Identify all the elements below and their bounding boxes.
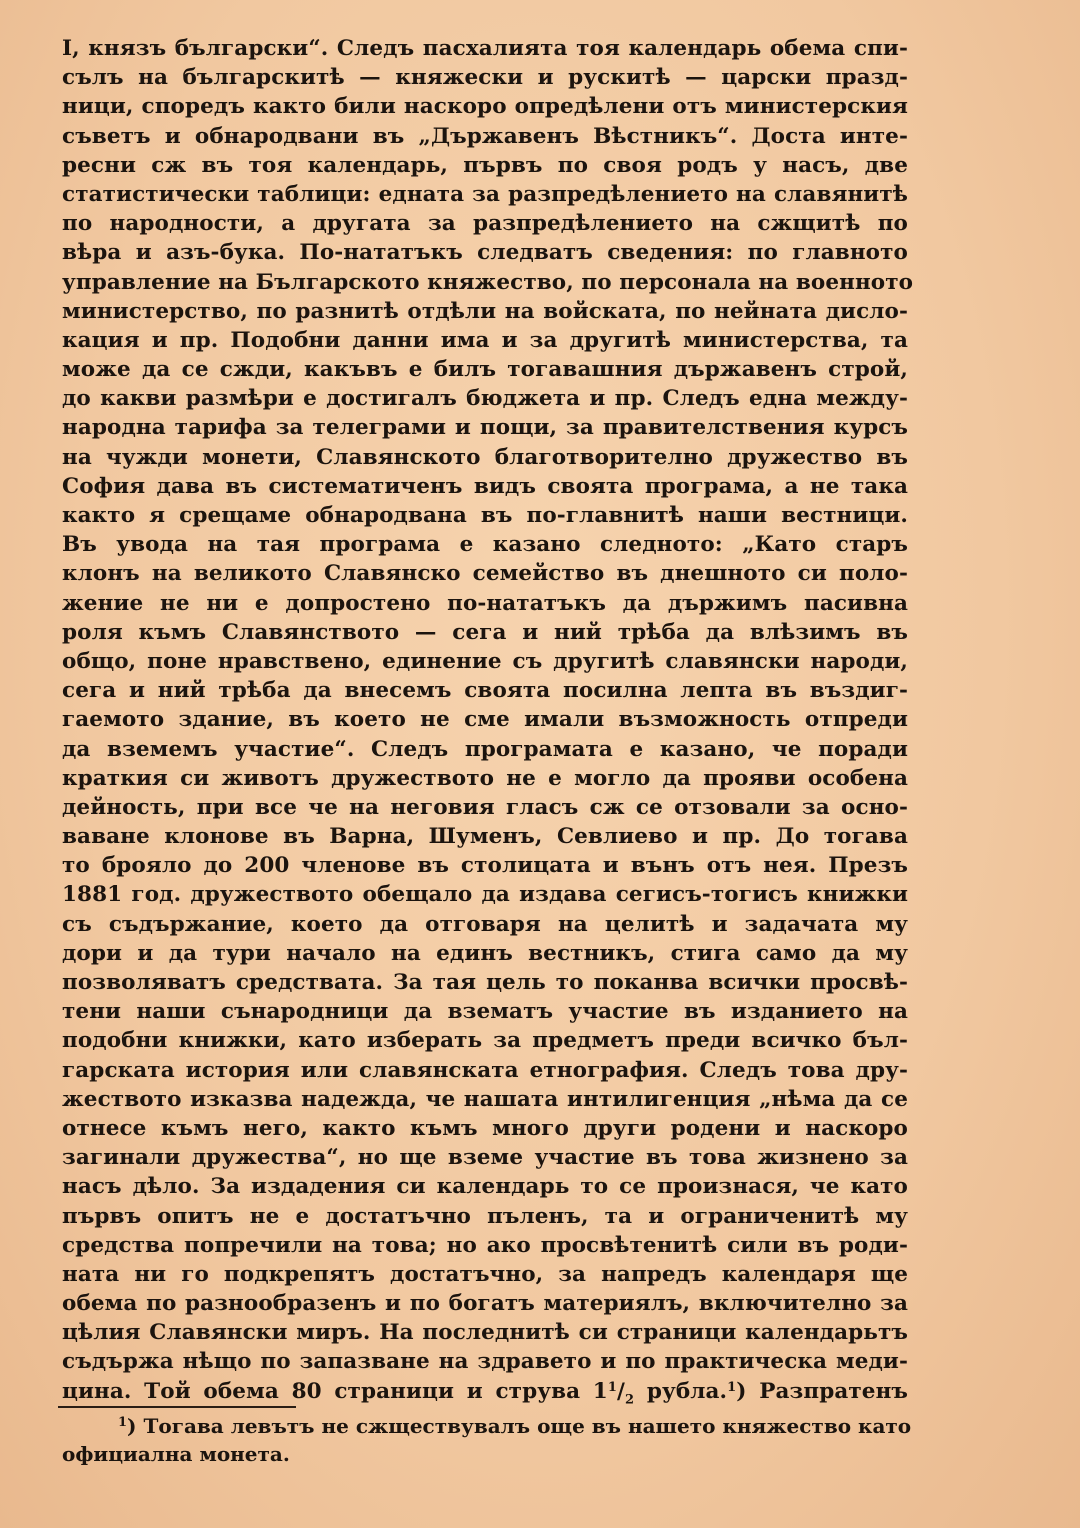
footnote-line: официална монета. <box>62 1442 290 1466</box>
text-line: на чужди монети, Славянското благотворително дружество въ <box>62 444 908 470</box>
text-line: краткия си животъ дружеството не е могло да прояви особена <box>62 765 908 791</box>
text-line: до какви размѣри е достигалъ бюджета и пр. Следъ една между- <box>62 386 908 412</box>
text-line: статистически таблици: едната за разпредѣлението на славянитѣ <box>62 181 908 207</box>
text-line: жеството изказва надежда, че нашата интилигенция „нѣма да се <box>62 1086 908 1112</box>
text-line: да вземемъ участие“. Следъ програмата е казано, че поради <box>62 736 908 762</box>
text-line: подобни книжки, като изберать за предметъ преди всичко бъл- <box>62 1028 908 1054</box>
text-line: както я срещаме обнародвана въ по-главнитѣ наши вестници. <box>62 503 908 528</box>
text-line: ресни сж въ тоя календарь, първъ по своя родъ у насъ, две <box>62 152 908 178</box>
text-line: съдържа нѣщо по запазване на здравето и по практическа меди- <box>62 1349 908 1375</box>
footnote-text: ) Тогава левътъ не сжществувалъ още въ нашето княжество като <box>127 1414 912 1438</box>
text-line: 1881 год. дружеството обещало да издава сегисъ-тогисъ книжки <box>62 882 908 908</box>
text-line: министерство, по разнитѣ отдѣли на войската, по нейната дисло- <box>62 298 908 324</box>
text-line: сълъ на българскитѣ — княжески и рускитѣ — царски празд- <box>62 65 908 91</box>
text-line: то брояло до 200 членове въ столицата и вънъ отъ нея. Презъ <box>62 853 908 879</box>
text-line: цѣлия Славянски миръ. На последнитѣ си страници календарьтъ <box>62 1320 908 1346</box>
fraction-slash: / <box>617 1378 625 1404</box>
text-line: загинали дружества“, но ще вземе участие въ това жизнено за <box>62 1145 908 1171</box>
text-line: съветъ и обнародвани въ „Държавенъ Вѣстникъ“. Доста инте- <box>62 123 908 149</box>
text-line: съ съдържание, което да отговаря на целитѣ и задачата му <box>62 911 908 937</box>
text-line: ници, споредъ както били наскоро опредѣлени отъ министерския <box>62 94 908 120</box>
text-line: I, князъ български“. Следъ пасхалията тоя календарь обема спи- <box>62 36 908 61</box>
text-line: дейность, при все че на неговия гласъ сж се отзовали за осно- <box>62 794 908 820</box>
text-line: общо, поне нравствено, единение съ другитѣ славянски народи, <box>62 648 908 674</box>
text-line: ната ни го подкрепятъ достатъчно, за напредъ календаря ще <box>62 1261 908 1287</box>
text-line: ваване клонове въ Варна, Шуменъ, Севлиево и пр. До тогава <box>62 824 908 850</box>
text-line: позволяватъ средствата. За тая цель то поканва всички просвѣ- <box>62 970 908 995</box>
text-line: може да се сжди, какъвъ е билъ тогавашния държавенъ строй, <box>62 357 908 383</box>
footnote-separator <box>58 1406 296 1408</box>
text-line: жение не ни е допростено по-нататъкъ да държимъ пасивна <box>62 590 908 616</box>
text-line: роля къмъ Славянството — сега и ний трѣба да влѣзимъ въ <box>62 619 908 645</box>
fraction-denominator: 2 <box>624 1391 635 1407</box>
footnote-line <box>62 1412 912 1440</box>
text-line-last <box>62 1377 908 1406</box>
footnote-mark: 1 <box>118 1415 128 1430</box>
text-line: управление на Българското княжество, по персонала на военното <box>62 269 914 295</box>
text-line: средства попречили на това; но ако просвѣтенитѣ сили въ роди- <box>62 1232 908 1258</box>
text-segment: ) Разпратенъ <box>736 1378 908 1404</box>
text-segment: цина. Той обема 80 страници и струва 1 <box>62 1378 608 1404</box>
text-line: София дава въ систематиченъ видъ своята програма, а не така <box>62 473 908 499</box>
text-line: гарската история или славянската етнография. Следъ това дру- <box>62 1057 908 1083</box>
fraction-numerator: 1 <box>607 1379 618 1395</box>
text-line: вѣра и азъ-бука. По-нататъкъ следватъ сведения: по главното <box>62 240 908 266</box>
text-line: дори и да тури начало на единъ вестникъ, стига само да му <box>62 940 908 966</box>
text-line: по народности, а другата за разпредѣлението на сжщитѣ по <box>62 211 908 237</box>
text-line: първъ опитъ не е достатъчно пъленъ, та и ограниченитѣ му <box>62 1203 908 1229</box>
footnote-reference: 1 <box>727 1379 737 1395</box>
footnote <box>62 1412 912 1468</box>
text-line: отнесе къмъ него, както къмъ много други родени и наскоро <box>62 1115 908 1141</box>
text-line: гаемото здание, въ което не сме имали възможность отпреди <box>62 707 908 733</box>
text-segment: рубла. <box>634 1378 728 1404</box>
text-line: тени наши сънародници да взематъ участие въ изданието на <box>62 999 908 1025</box>
text-line: сега и ний трѣба да внесемъ своята посилна лепта въ въздиг- <box>62 678 908 704</box>
text-line: насъ дѣло. За издадения си календарь то се произнася, че като <box>62 1174 908 1200</box>
text-line: народна тарифа за телеграми и пощи, за правителствения курсъ <box>62 415 908 441</box>
text-line: кация и пр. Подобни данни има и за другитѣ министерства, та <box>62 327 908 353</box>
main-text <box>62 34 914 1407</box>
text-line: клонъ на великото Славянско семейство въ днешното си поло- <box>62 561 908 587</box>
text-line: Въ увода на тая програма е казано следното: „Като старъ <box>62 532 908 558</box>
text-line: обема по разнообразенъ и по богатъ материялъ, включително за <box>62 1291 908 1317</box>
